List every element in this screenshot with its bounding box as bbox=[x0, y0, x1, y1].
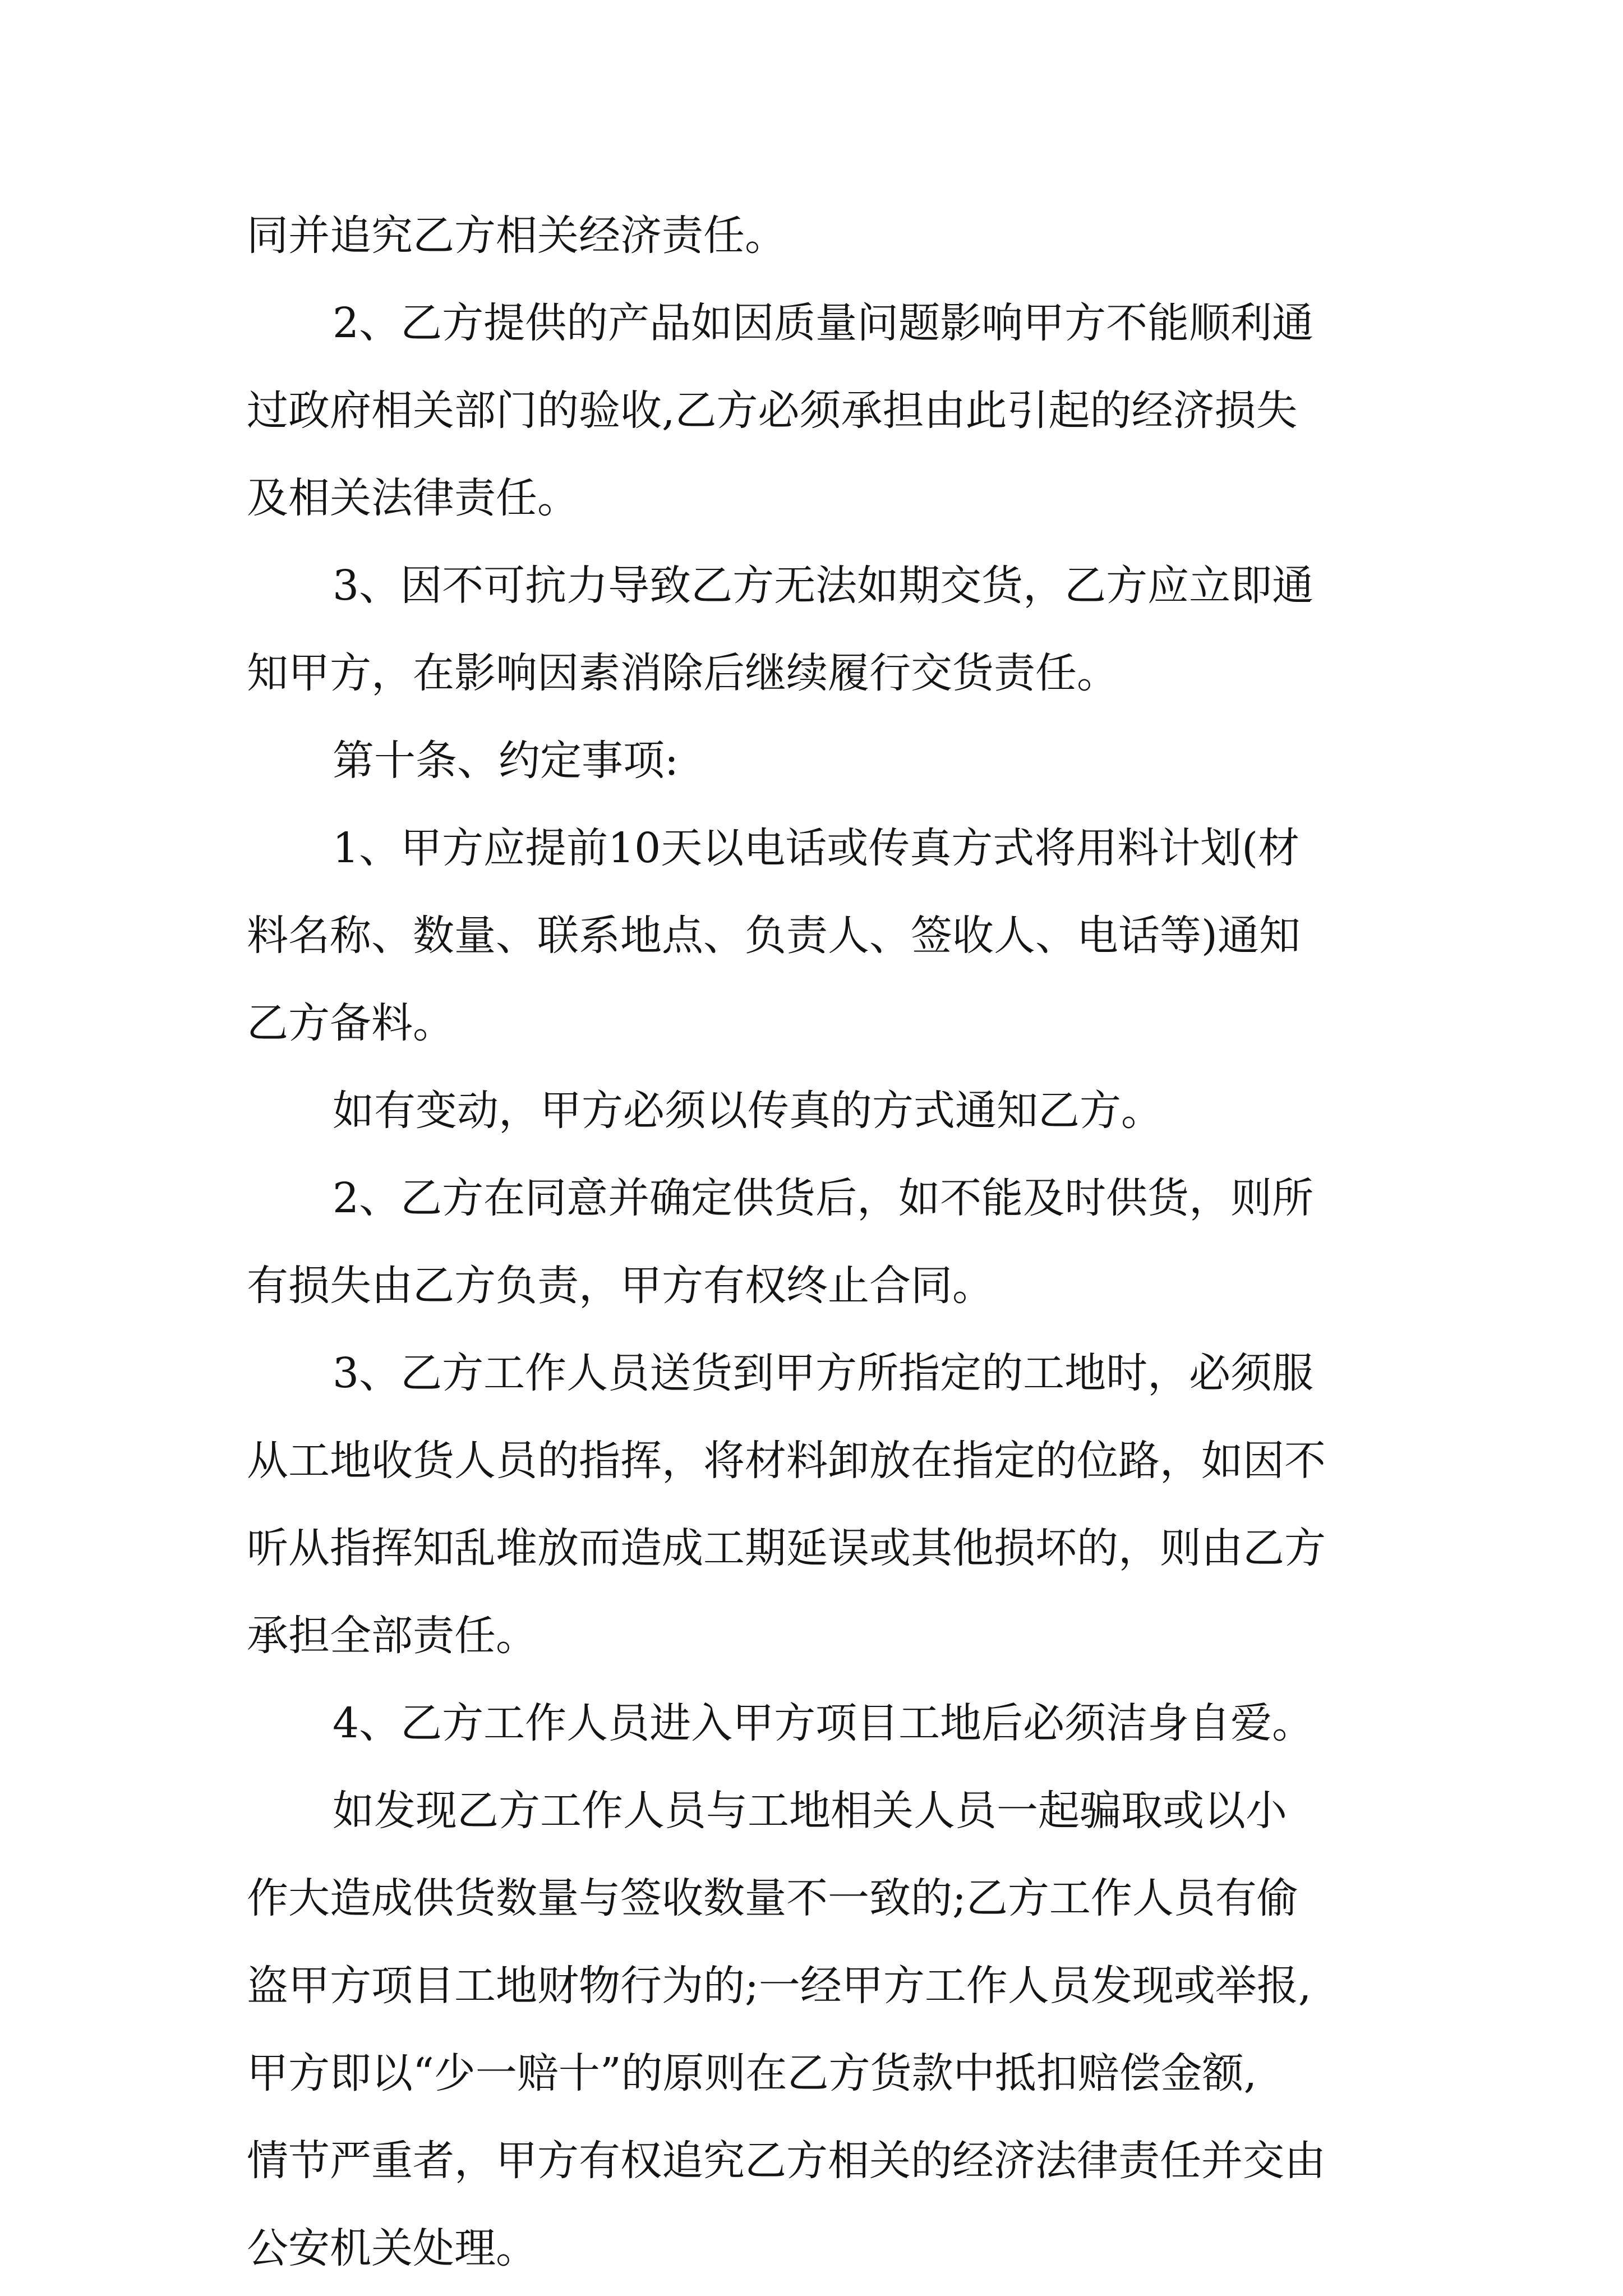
text-line: 乙方备料。 bbox=[247, 999, 454, 1047]
text-line: 料名称、数量、联系地点、负责人、签收人、电话等)通知 bbox=[247, 912, 1301, 960]
text-line: 承担全部责任。 bbox=[247, 1612, 537, 1660]
text-line: 公安机关处理。 bbox=[247, 2224, 537, 2272]
text-line: 同并追究乙方相关经济责任。 bbox=[247, 211, 786, 260]
text-line: 及相关法律责任。 bbox=[247, 474, 579, 522]
text-line: 2、乙方提供的产品如因质量问题影响甲方不能顺利通 bbox=[333, 299, 1314, 347]
text-line: 2、乙方在同意并确定供货后，如不能及时供货，则所 bbox=[333, 1174, 1314, 1222]
text-line: 情节严重者，甲方有权追究乙方相关的经济法律责任并交由 bbox=[247, 2137, 1326, 2185]
text-line: 如发现乙方工作人员与工地相关人员一起骗取或以小 bbox=[333, 1787, 1287, 1835]
text-line: 3、乙方工作人员送货到甲方所指定的工地时，必须服 bbox=[333, 1349, 1314, 1397]
text-line: 盗甲方项目工地财物行为的;一经甲方工作人员发现或举报, bbox=[247, 1962, 1312, 2010]
text-line: 有损失由乙方负责，甲方有权终止合同。 bbox=[247, 1262, 994, 1310]
text-line: 3、因不可抗力导致乙方无法如期交货，乙方应立即通 bbox=[333, 562, 1314, 610]
text-line: 从工地收货人员的指挥，将材料卸放在指定的位路，如因不 bbox=[247, 1437, 1326, 1485]
text-line: 甲方即以“少一赔十”的原则在乙方货款中抵扣赔偿金额, bbox=[247, 2049, 1257, 2097]
text-line: 4、乙方工作人员进入甲方项目工地后必须洁身自爱。 bbox=[333, 1699, 1314, 1747]
text-line: 作大造成供货数量与签收数量不一致的;乙方工作人员有偷 bbox=[247, 1874, 1298, 1922]
text-line: 第十条、约定事项: bbox=[333, 737, 679, 785]
text-line: 听从指挥知乱堆放而造成工期延误或其他损坏的，则由乙方 bbox=[247, 1524, 1326, 1572]
text-line: 1、甲方应提前10天以电话或传真方式将用料计划(材 bbox=[333, 824, 1300, 872]
text-line: 过政府相关部门的验收,乙方必须承担由此引起的经济损失 bbox=[247, 386, 1298, 435]
text-line: 知甲方，在影响因素消除后继续履行交货责任。 bbox=[247, 649, 1118, 697]
text-line: 如有变动，甲方必须以传真的方式通知乙方。 bbox=[333, 1087, 1163, 1135]
